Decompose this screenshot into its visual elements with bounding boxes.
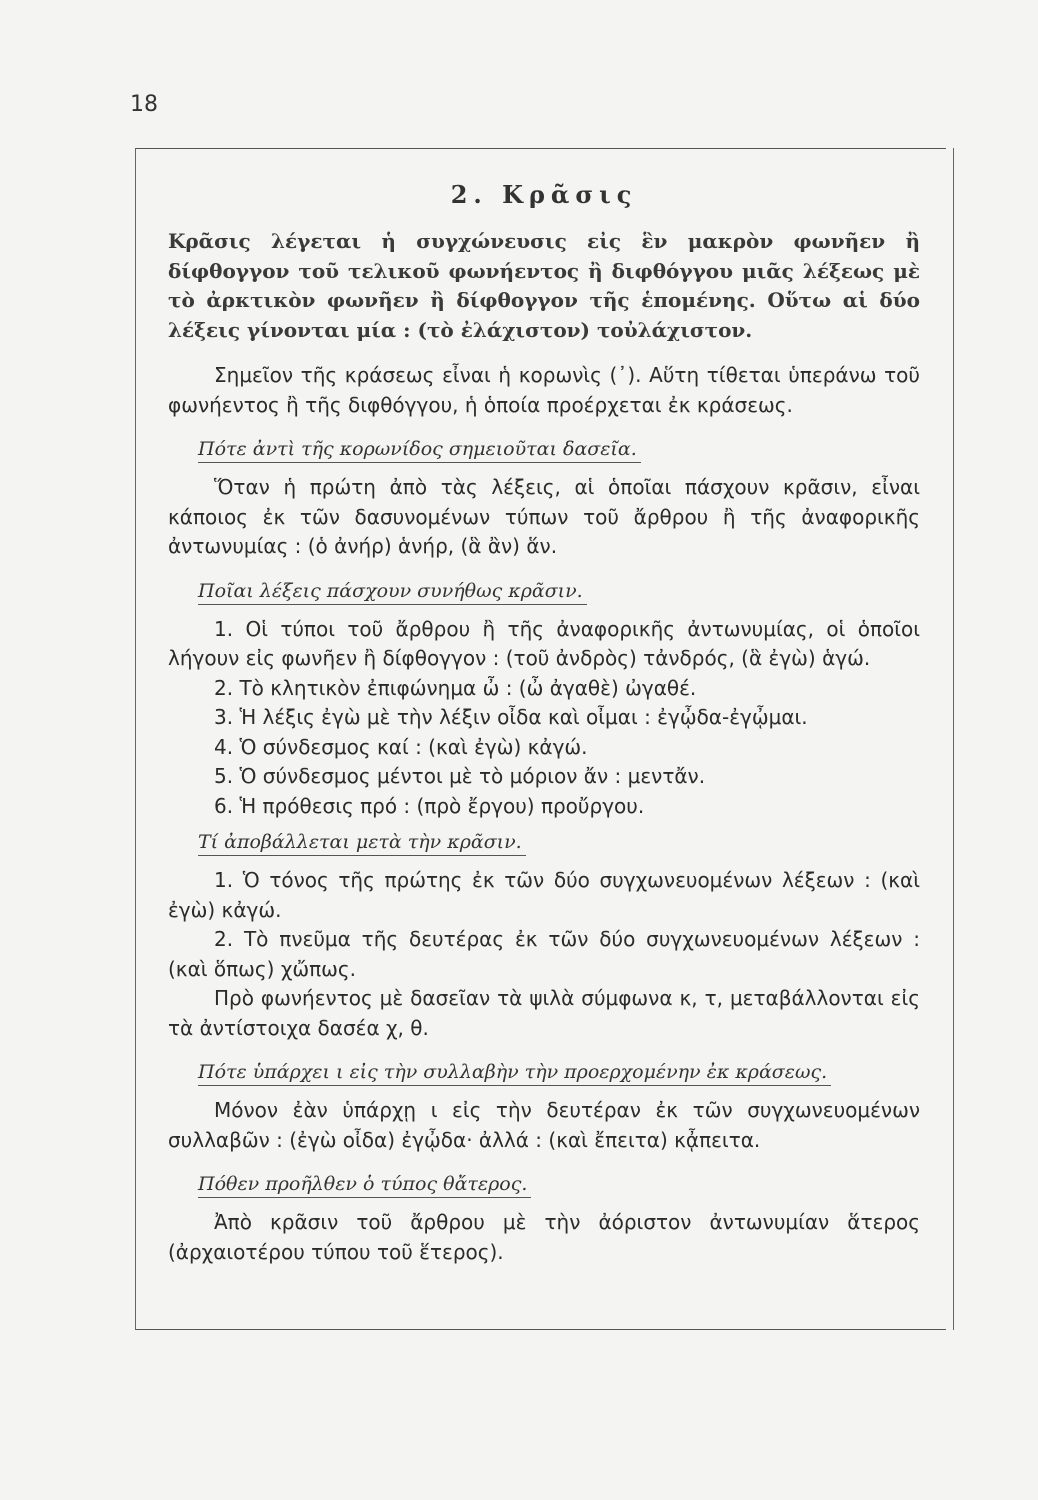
question-heading: Πόθεν προῆλθεν ὁ τύπος θἄτερος. (198, 1171, 531, 1198)
page-content (168, 180, 920, 1275)
list-item: 2. Τὸ πνεῦμα τῆς δευτέρας ἐκ τῶν δύο συγχωνευομένων λέξεων : (καὶ ὅπως) χὤπως. (168, 927, 920, 981)
definition-paragraph: Κρᾶσις λέγεται ἡ συγχώνευσις εἰς ἓν μακρὸν φωνῆεν ἢ δίφθογγον τοῦ τελικοῦ φωνήεντος ἢ διφθόγγου μιᾶς λέξεως μὲ τὸ ἀρκτικὸν φωνῆεν ἢ δίφθογγον τῆς ἑπομένης. Οὕτω αἱ δύο λέξεις γίνονται μία : (τὸ ἐλάχιστον) τοὐλάχιστον. (168, 229, 920, 342)
answer-paragraph: Ἀπὸ κρᾶσιν τοῦ ἄρθρου μὲ τὴν ἀόριστον ἀντωνυμίαν ἅτερος (ἀρχαιοτέρου τύπου τοῦ ἕτερος). (168, 1210, 920, 1264)
crasis-words-list (168, 615, 920, 822)
answer-paragraph: Μόνον ἐὰν ὑπάρχῃ ι εἰς τὴν δευτέραν ἐκ τῶν συγχωνευομένων συλλαβῶν : (ἐγὼ οἶδα) ἐγᾦδα· ἀλλά : (καὶ ἔπειτα) κᾆπειτα. (168, 1098, 920, 1152)
list-item: 1. Ὁ τόνος τῆς πρώτης ἐκ τῶν δύο συγχωνευομένων λέξεων : (καὶ ἐγὼ) κἀγώ. (168, 868, 921, 922)
answer-paragraph: Ὅταν ἡ πρώτη ἀπὸ τὰς λέξεις, αἱ ὁποῖαι πάσχουν κρᾶσιν, εἶναι κάποιος ἐκ τῶν δασυνομένων τύπων τοῦ ἄρθρου ἢ τῆς ἀναφορικῆς ἀντωνυμίας : (ὁ ἀνήρ) ἁνήρ, (ἃ ἂν) ἅν. (168, 475, 920, 558)
question-heading: Πότε ὑπάρχει ι εἰς τὴν συλλαβὴν τὴν προερχομένην ἐκ κράσεως. (198, 1059, 831, 1086)
section-title: 2. Κρᾶσις (450, 180, 638, 209)
list-item: 5. Ὁ σύνδεσμος μέντοι μὲ τὸ μόριον ἄν : μεντἄν. (214, 764, 706, 788)
coronis-paragraph: Σημεῖον τῆς κράσεως εἶναι ἡ κορωνὶς (᾽). Αὕτη τίθεται ὑπεράνω τοῦ φωνήεντος ἢ τῆς διφθόγγου, ἡ ὁποία προέρχεται ἐκ κράσεως. (168, 363, 920, 417)
question-heading: Ποῖαι λέξεις πάσχουν συνήθως κρᾶσιν. (198, 578, 587, 605)
aspiration-note: Πρὸ φωνήεντος μὲ δασεῖαν τὰ ψιλὰ σύμφωνα κ, τ, μεταβάλλονται εἰς τὰ ἀντίστοιχα δασέα χ, θ. (168, 986, 920, 1040)
list-item: 6. Ἡ πρόθεσις πρό : (πρὸ ἔργου) προὔργου. (214, 793, 645, 818)
list-item: 1. Οἱ τύποι τοῦ ἄρθρου ἢ τῆς ἀναφορικῆς ἀντωνυμίας, οἱ ὁποῖοι λήγουν εἰς φωνῆεν ἢ δίφθογγον : (τοῦ ἀνδρὸς) τἀνδρός, (ἃ ἐγὼ) ἁγώ. (168, 616, 920, 670)
list-item: 3. Ἡ λέξις ἐγὼ μὲ τὴν λέξιν οἶδα καὶ οἶμαι : ἐγᾦδα-ἐγᾦμαι. (214, 705, 808, 729)
question-heading: Πότε ἀντὶ τῆς κορωνίδος σημειοῦται δασεῖα. (198, 436, 641, 463)
question-heading: Τί ἀποβάλλεται μετὰ τὴν κρᾶσιν. (198, 829, 526, 856)
list-item: 4. Ὁ σύνδεσμος καί : (καὶ ἐγὼ) κἀγώ. (214, 734, 588, 759)
dropped-marks-list (168, 866, 920, 984)
page-number: 18 (130, 92, 158, 117)
list-item: 2. Τὸ κλητικὸν ἐπιφώνημα ὦ : (ὦ ἀγαθὲ) ὠγαθέ. (214, 675, 697, 700)
